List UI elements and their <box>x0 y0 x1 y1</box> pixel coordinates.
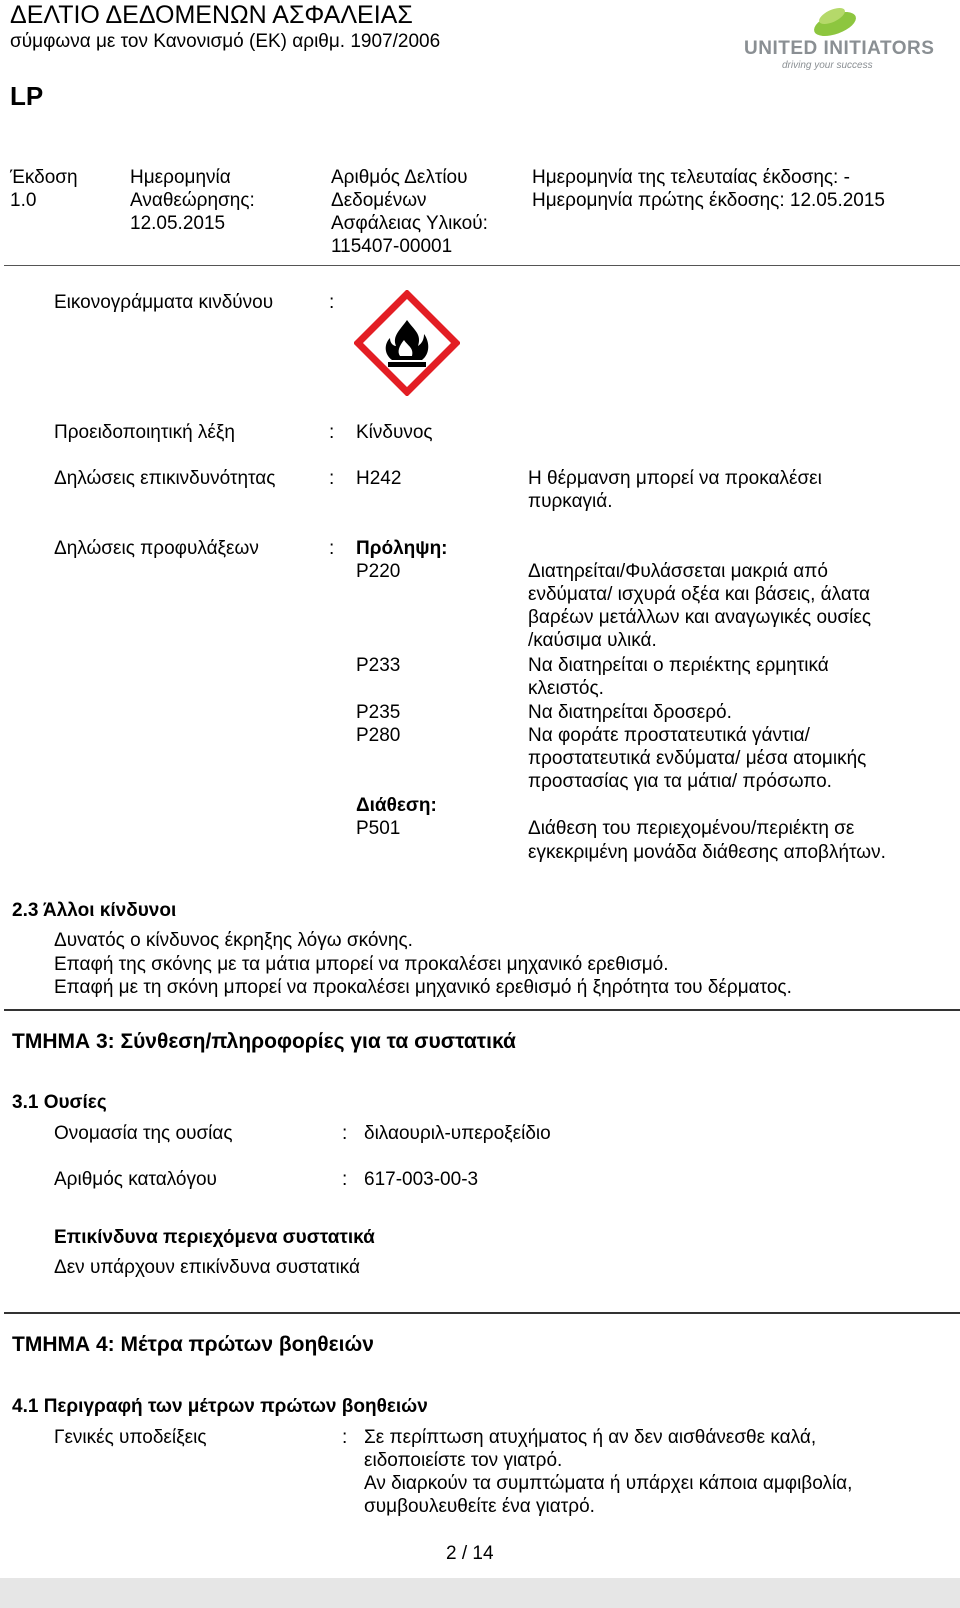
prevention-label: Πρόληψη: <box>356 538 448 559</box>
general-advice-line: Σε περίπτωση ατυχήματος ή αν δεν αισθάνεσθε καλά, <box>364 1427 817 1448</box>
colon: : <box>329 538 335 559</box>
h-text-line: πυρκαγιά. <box>528 491 613 512</box>
product-name: LP <box>10 81 44 111</box>
logo-leaf-icon <box>740 2 930 42</box>
colon: : <box>329 292 335 313</box>
other-hazards-line: Δυνατός ο κίνδυνος έκρηξης λόγω σκόνης. <box>54 930 413 951</box>
sds-label-2: Δεδομένων <box>331 190 427 211</box>
colon: : <box>342 1169 348 1190</box>
revision-label-2: Αναθεώρησης: <box>130 190 255 211</box>
hazardous-components-heading: Επικίνδυνα περιεχόμενα συστατικά <box>54 1227 375 1248</box>
other-hazards-line: Επαφή με τη σκόνη μπορεί να προκαλέσει μηχανικό ερεθισμό ή ξηρότητα του δέρματος. <box>54 977 792 998</box>
other-hazards-heading: 2.3 Άλλοι κίνδυνοι <box>12 900 177 921</box>
sds-label-3: Ασφάλειας Υλικού: <box>331 213 488 234</box>
section3-subheading: 3.1 Ουσίες <box>12 1092 107 1113</box>
general-advice-line: ειδοποιείστε τον γιατρό. <box>364 1450 563 1471</box>
pictograms-label: Εικονογράμματα κινδύνου <box>54 292 274 313</box>
header-divider <box>4 265 960 266</box>
sds-label-1: Αριθμός Δελτίου <box>331 167 468 188</box>
disposal-label: Διάθεση: <box>356 795 437 816</box>
h-code: H242 <box>356 468 402 489</box>
colon: : <box>342 1427 348 1448</box>
p280-text-line: προστατευτικά ενδύματα/ μέσα ατομικής <box>528 748 867 769</box>
company-logo <box>740 2 935 72</box>
colon: : <box>329 422 335 443</box>
signal-label: Προειδοποιητική λέξη <box>54 422 235 443</box>
p501-code: P501 <box>356 818 401 839</box>
p280-text-line: Να φοράτε προστατευτικά γάντια/ <box>528 725 810 746</box>
p220-text-line: ενδύματα/ ισχυρά οξέα και βάσεις, άλατα <box>528 584 871 605</box>
p280-code: P280 <box>356 725 401 746</box>
p501-text-line: Διάθεση του περιεχομένου/περιέκτη σε <box>528 818 855 839</box>
edition-value: 1.0 <box>10 190 37 211</box>
first-issue-date: Ημερομηνία πρώτης έκδοσης: 12.05.2015 <box>532 190 885 211</box>
footer-bar <box>0 1578 960 1608</box>
index-number-label: Αριθμός καταλόγου <box>54 1169 217 1190</box>
colon: : <box>329 468 335 489</box>
edition-label: Έκδοση <box>10 167 78 188</box>
document-subtitle: σύμφωνα με τον Κανονισμό (ΕΚ) αριθμ. 1907/2006 <box>10 31 441 52</box>
p235-text: Να διατηρείται δροσερό. <box>528 702 732 723</box>
revision-value: 12.05.2015 <box>130 213 226 234</box>
section-divider <box>4 1009 960 1011</box>
colon: : <box>342 1123 348 1144</box>
h-text-line: Η θέρμανση μπορεί να προκαλέσει <box>528 468 822 489</box>
p235-code: P235 <box>356 702 401 723</box>
p233-text-line: κλειστός. <box>528 678 604 699</box>
hazardous-components-text: Δεν υπάρχουν επικίνδυνα συστατικά <box>54 1257 360 1278</box>
h-label: Δηλώσεις επικινδυνότητας <box>54 468 276 489</box>
substance-name-label: Ονομασία της ουσίας <box>54 1123 233 1144</box>
page-number: 2 / 14 <box>446 1543 494 1564</box>
p220-text-line: βαρέων μετάλλων και αναγωγικές ουσίες <box>528 607 871 628</box>
p233-text-line: Να διατηρείται ο περιέκτης ερμητικά <box>528 655 829 676</box>
p220-text-line: /καύσιμα υλικά. <box>528 630 657 651</box>
last-issue-date: Ημερομηνία της τελευταίας έκδοσης: - <box>532 167 850 188</box>
section4-heading: ΤΜΗΜΑ 4: Μέτρα πρώτων βοηθειών <box>12 1333 374 1356</box>
index-number-value: 617-003-00-3 <box>364 1169 479 1190</box>
section4-subheading: 4.1 Περιγραφή των μέτρων πρώτων βοηθειών <box>12 1396 428 1417</box>
general-advice-line: συμβουλευθείτε ένα γιατρό. <box>364 1496 595 1517</box>
document-title: ΔΕΛΤΙΟ ΔΕΔΟΜΕΝΩΝ ΑΣΦΑΛΕΙΑΣ <box>10 1 413 29</box>
p280-text-line: προστασίας για τα μάτια/ πρόσωπο. <box>528 771 832 792</box>
signal-value: Κίνδυνος <box>356 422 433 443</box>
section-divider <box>4 1312 960 1314</box>
general-advice-line: Αν διαρκούν τα συμπτώματα ή υπάρχει κάποια αμφιβολία, <box>364 1473 853 1494</box>
p220-code: P220 <box>356 561 401 582</box>
p501-text-line: εγκεκριμένη μονάδα διάθεσης αποβλήτων. <box>528 842 886 863</box>
logo-wordmark: UNITED INITIATORS <box>744 38 935 59</box>
section3-heading: ΤΜΗΜΑ 3: Σύνθεση/πληροφορίες για τα συστατικά <box>12 1030 516 1053</box>
sds-value: 115407-00001 <box>331 236 453 257</box>
p233-code: P233 <box>356 655 401 676</box>
substance-name-value: διλαουριλ-υπεροξείδιο <box>364 1123 551 1144</box>
other-hazards-line: Επαφή της σκόνης με τα μάτια μπορεί να προκαλέσει μηχανικό ερεθισμό. <box>54 954 669 975</box>
p-label: Δηλώσεις προφυλάξεων <box>54 538 259 559</box>
general-advice-label: Γενικές υποδείξεις <box>54 1427 207 1448</box>
revision-label-1: Ημερομηνία <box>130 167 231 188</box>
flame-ghs-icon <box>354 290 460 396</box>
logo-tagline: driving your success <box>782 60 873 71</box>
p220-text-line: Διατηρείται/Φυλάσσεται μακριά από <box>528 561 828 582</box>
